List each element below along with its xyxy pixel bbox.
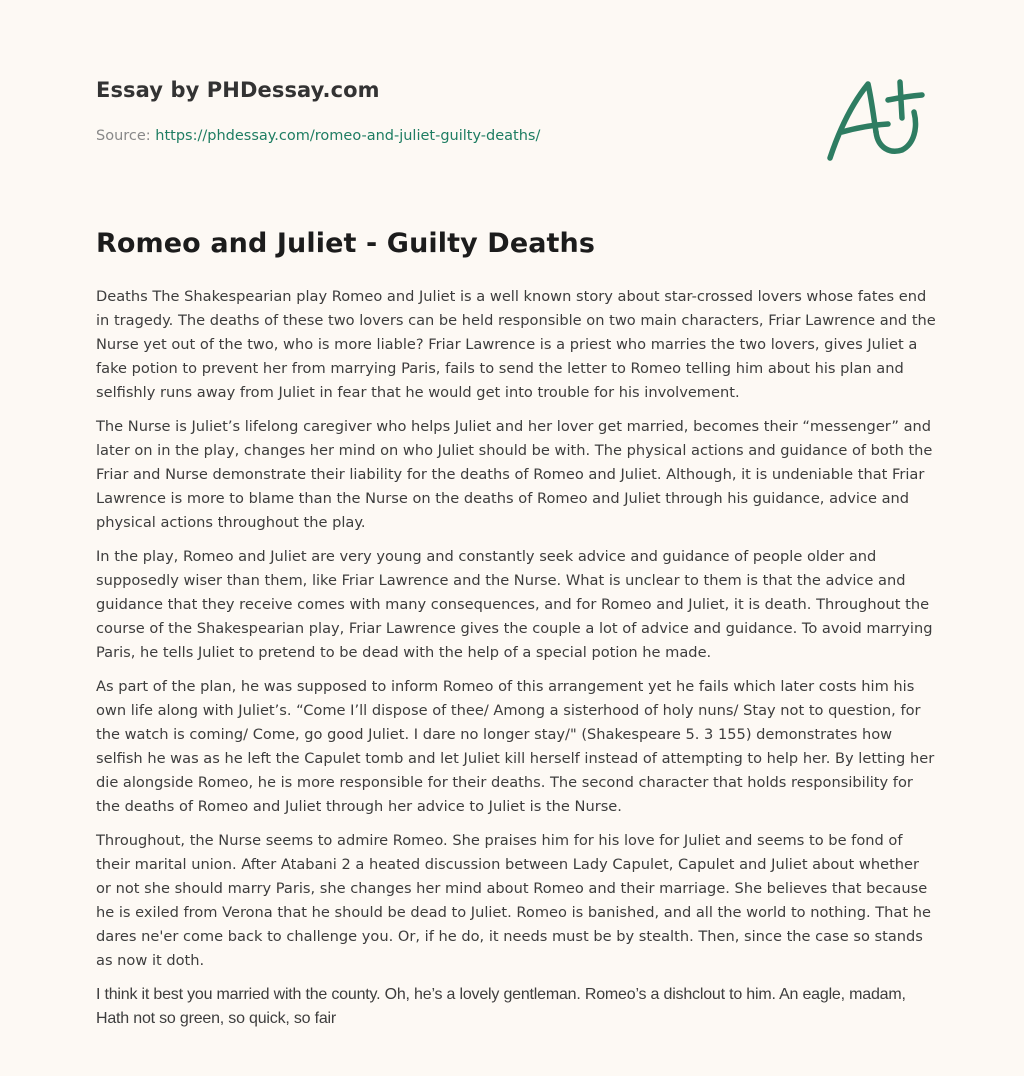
essay-paragraph: The Nurse is Juliet’s lifelong caregiver who helps Juliet and her lover get married, becomes their “messenger” and later on in the play, changes her mind on who Juliet should be with. The physical actions and guidance of both the Friar and Nurse demonstrate their liability for the deaths of Romeo and Juliet. Although, it is undeniable that Friar Lawrence is more to blame than the Nurse on the deaths of Romeo and Juliet through his guidance, advice and physical actions throughout the play. [96, 418, 933, 531]
essay-paragraph: I think it best you married with the county. Oh, he’s a lovely gentleman. Romeo’s a dishclout to him. An eagle, madam, Hath not so green, so quick, so fair [96, 986, 906, 1027]
source-label: Source: [96, 128, 156, 144]
source-line [96, 126, 796, 146]
essay-paragraph: Throughout, the Nurse seems to admire Romeo. She praises him for his love for Juliet and seems to be fond of their marital union. After Atabani 2 a heated discussion between Lady Capulet, Capulet and Juliet about whether or not she should marry Paris, she changes her mind about Romeo and their marriage. She believes that because he is exiled from Verona that he should be dead to Juliet. Romeo is banished, and all the world to nothing. That he dares ne'er come back to challenge you. Or, if he do, it needs must be by stealth. Then, since the case so stands as now it doth. [96, 832, 931, 969]
essay-paragraph: As part of the plan, he was supposed to inform Romeo of this arrangement yet he fails which later costs him his own life along with Juliet’s. “Come I’ll dispose of thee/ Among a sisterhood of holy nuns/ Stay not to question, for the watch is coming/ Come, go good Juliet. I dare no longer stay/" (Shakespeare 5. 3 155) demonstrates how selfish he was as he left the Capulet tomb and let Juliet kill herself instead of attempting to help her. By letting her die alongside Romeo, he is more responsible for their deaths. The second character that holds responsibility for the deaths of Romeo and Juliet through her advice to Juliet is the Nurse. [96, 678, 935, 815]
site-header [96, 76, 796, 146]
essay-paragraph: Deaths The Shakespearian play Romeo and Juliet is a well known story about star-crossed lovers whose fates end in tragedy. The deaths of these two lovers can be held responsible on two main characters, Friar Lawrence and the Nurse yet out of the two, who is more liable? Friar Lawrence is a priest who marries the two lovers, gives Juliet a fake potion to prevent her from marrying Paris, fails to send the letter to Romeo telling him about his plan and selfishly runs away from Juliet in fear that he would get into trouble for his involvement. [96, 288, 936, 401]
essay-body [96, 285, 938, 1041]
essay-title: Romeo and Juliet - Guilty Deaths [96, 228, 596, 259]
site-title: Essay by PHDessay.com [96, 78, 380, 102]
essay-paragraph: In the play, Romeo and Juliet are very young and constantly seek advice and guidance of people older and supposedly wiser than them, like Friar Lawrence and the Nurse. What is unclear to them is that the advice and guidance that they receive comes with many consequences, and for Romeo and Juliet, it is death. Throughout the course of the Shakespearian play, Friar Lawrence gives the couple a lot of advice and guidance. To avoid marrying Paris, he tells Juliet to pretend to be dead with the help of a special potion he made. [96, 548, 933, 661]
a-plus-grade-icon [820, 62, 930, 166]
source-link[interactable]: https://phdessay.com/romeo-and-juliet-guilty-deaths/ [155, 128, 541, 144]
